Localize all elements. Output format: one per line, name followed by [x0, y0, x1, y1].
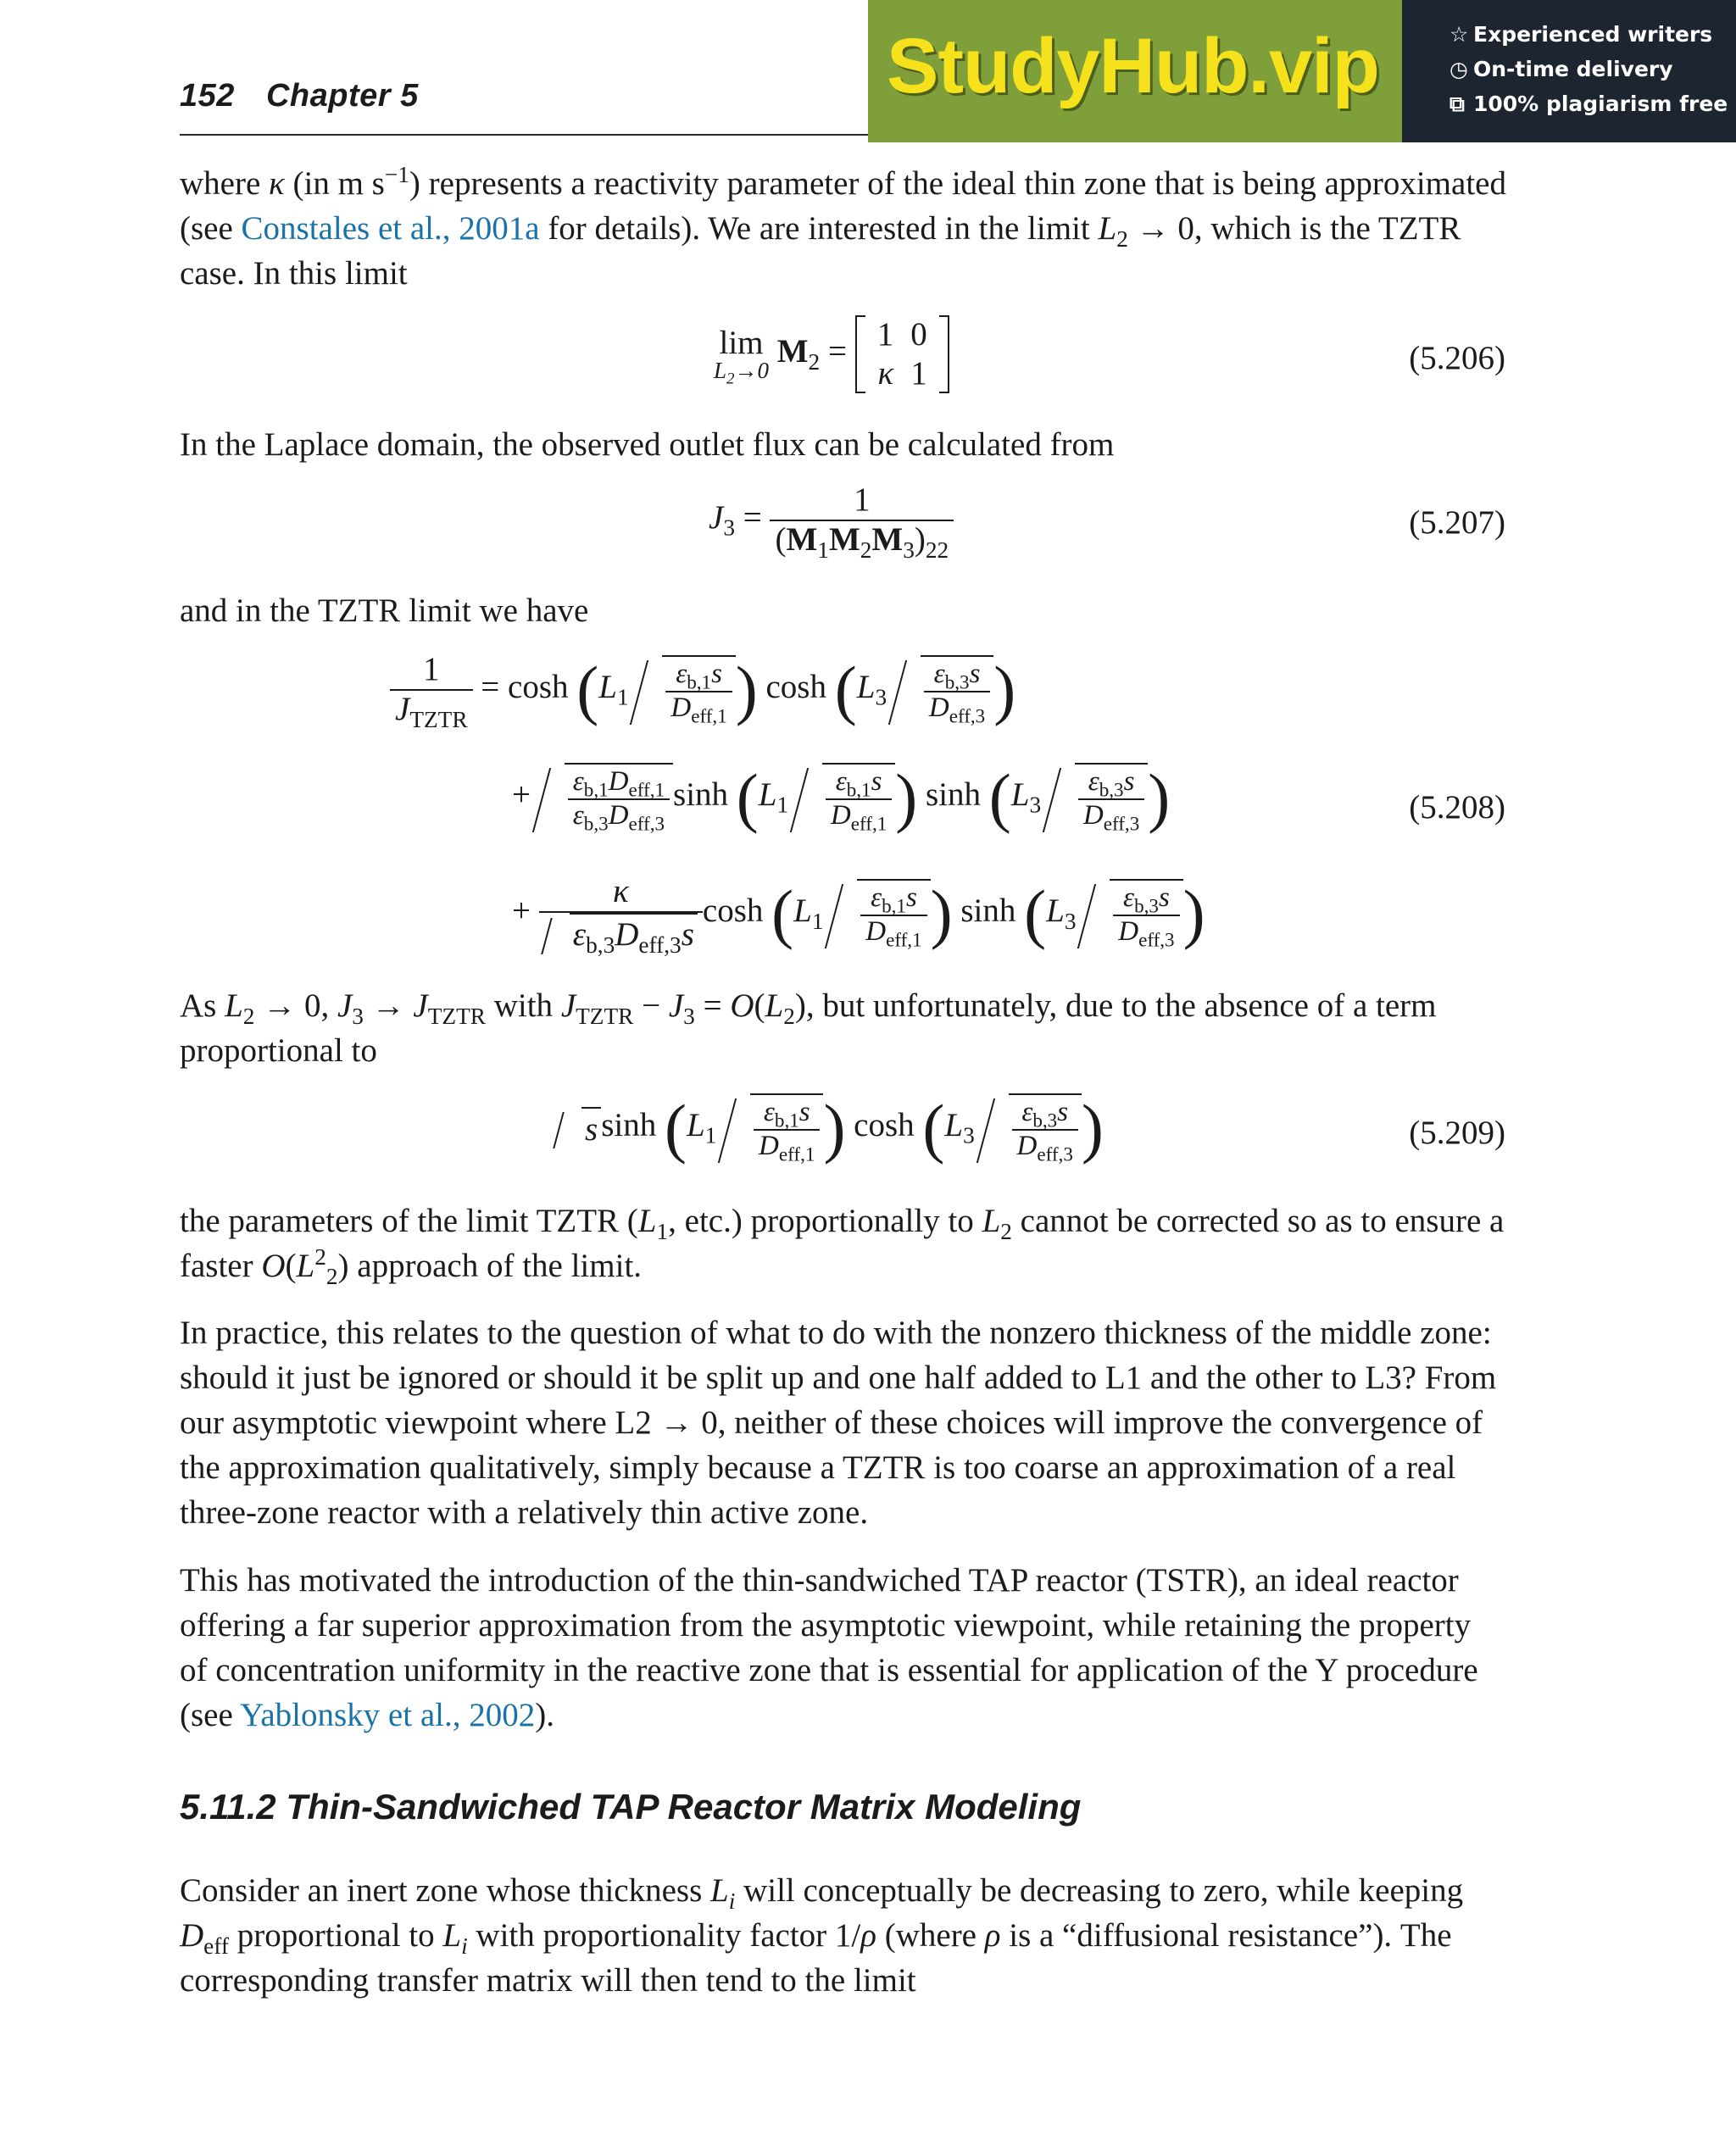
clock-icon: ◷	[1449, 57, 1468, 81]
feature-item: ◷ On-time delivery	[1449, 57, 1673, 81]
equation-5-208-line-3: + $\frac{\kappa}{\varepsilon_{b,3}D_{eff,3}s}$ $\cosh (L_1$ $\frac{\varepsilon_{b,1}s}{D_{eff,1}}$ ) $\sinh (L_3$ $\frac{\varepsilon_{b,3}s}{D_{eff,3}}$ )	[512, 873, 1205, 959]
equation-5-207: $J_3$ = $\frac{1}{(M_1M_2M_3)_{22}}$	[709, 481, 954, 559]
feature-item: ⧉ 100% plagiarism free	[1449, 92, 1728, 116]
copy-icon: ⧉	[1449, 92, 1465, 116]
paragraph-1: where κ (in m $s^{-1}$) represents a reactivity parameter of the ideal thin zone that is being approximated (see Constales et al., 2001a for details). We are interested in the limit $L_2 \to 0$, which is the TZTR case. In this limit	[180, 162, 1506, 292]
citation-link[interactable]: Yablonsky et al., 2002	[240, 1697, 536, 1733]
watermark-feature-list	[1449, 22, 1728, 126]
equation-5-208-line-1: $\frac{1}{J_{TZTR}}$ = $\cosh (L_1$ $\frac{\varepsilon_{b,1}s}{D_{eff,1}}$ ) $\cosh (L_3$ $\frac{\varepsilon_{b,3}s}{D_{eff,3}}$ )	[390, 651, 1015, 729]
running-head	[180, 78, 419, 114]
equation-5-208-line-2: + $\frac{\varepsilon_{b,1}D_{eff,1}}{\varepsilon_{b,3}D_{eff,3}}$ $\sinh (L_1$ $\frac{\varepsilon_{b,1}s}{D_{eff,1}}$ ) $\sinh (L_3$ $\frac{\varepsilon_{b,3}s}{D_{eff,3}}$ )	[512, 759, 1171, 835]
citation-link[interactable]: Constales et al., 2001a	[241, 210, 540, 247]
paragraph-6: In practice, this relates to the question of what to do with the nonzero thickness of the middle zone: should it just be ignored or should it be split up and one half added to L1 and the other to L3? From our asymptotic viewpoint where L2 → 0, neither of these choices will improve the convergence of the approximation qualitatively, simply because a TZTR is too coarse an approximation of a real three-zone reactor with a relatively thin active zone.	[180, 1315, 1497, 1531]
section-heading: 5.11.2 Thin-Sandwiched TAP Reactor Matrix Modeling	[180, 1787, 1082, 1827]
equation-number: (5.207)	[1409, 504, 1505, 541]
page-number: 152	[180, 78, 235, 114]
paragraph-7: This has motivated the introduction of the thin-sandwiched TAP reactor (TSTR), an ideal reactor offering a far superior approximation from the asymptotic viewpoint, while retaining the property of concentration uniformity in the reactive zone that is essential for application of the Y procedure (see Yablonsky et al., 2002).	[180, 1562, 1478, 1733]
feature-item: ☆ Experienced writers	[1449, 22, 1713, 47]
equation-5-206: lim $L_2\to 0$ $M_2$ = 1 0 κ 1	[714, 315, 949, 393]
paragraph-4: As $L_2 \to 0$, $J_3 \to J_{TZTR}$ with $J_{TZTR} - J_3 = O(L_2)$, but unfortunately, due to the absence of a term proportional to	[180, 987, 1437, 1069]
equation-number: (5.208)	[1409, 789, 1505, 826]
paragraph-3: and in the TZTR limit we have	[180, 592, 589, 629]
equation-number: (5.206)	[1409, 340, 1505, 376]
watermark-logo[interactable]: StudyHub.vip	[887, 23, 1379, 109]
star-icon: ☆	[1449, 22, 1469, 47]
paragraph-5: the parameters of the limit TZTR ($L_1$, etc.) proportionally to $L_2$ cannot be corrected so as to ensure a faster $O(L^2_2)$ approach of the limit.	[180, 1203, 1505, 1289]
paragraph-2: In the Laplace domain, the observed outlet flux can be calculated from	[180, 426, 1115, 463]
chapter-title: Chapter 5	[265, 78, 419, 114]
equation-5-209: s $\sinh (L_1$ $\frac{\varepsilon_{b,1}s}{D_{eff,1}}$ ) $\cosh (L_3$ $\frac{\varepsilon_{b,3}s}{D_{eff,3}}$ )	[556, 1093, 1104, 1163]
equation-number: (5.209)	[1409, 1115, 1505, 1151]
paragraph-8: Consider an inert zone whose thickness $L_i$ will conceptually be decreasing to zero, while keeping $D_{eff}$ proportional to $L_i$ with proportionality factor 1/ρ (where ρ is a “diffusional resistance”). The corresponding transfer matrix will then tend to the limit	[180, 1872, 1464, 1999]
